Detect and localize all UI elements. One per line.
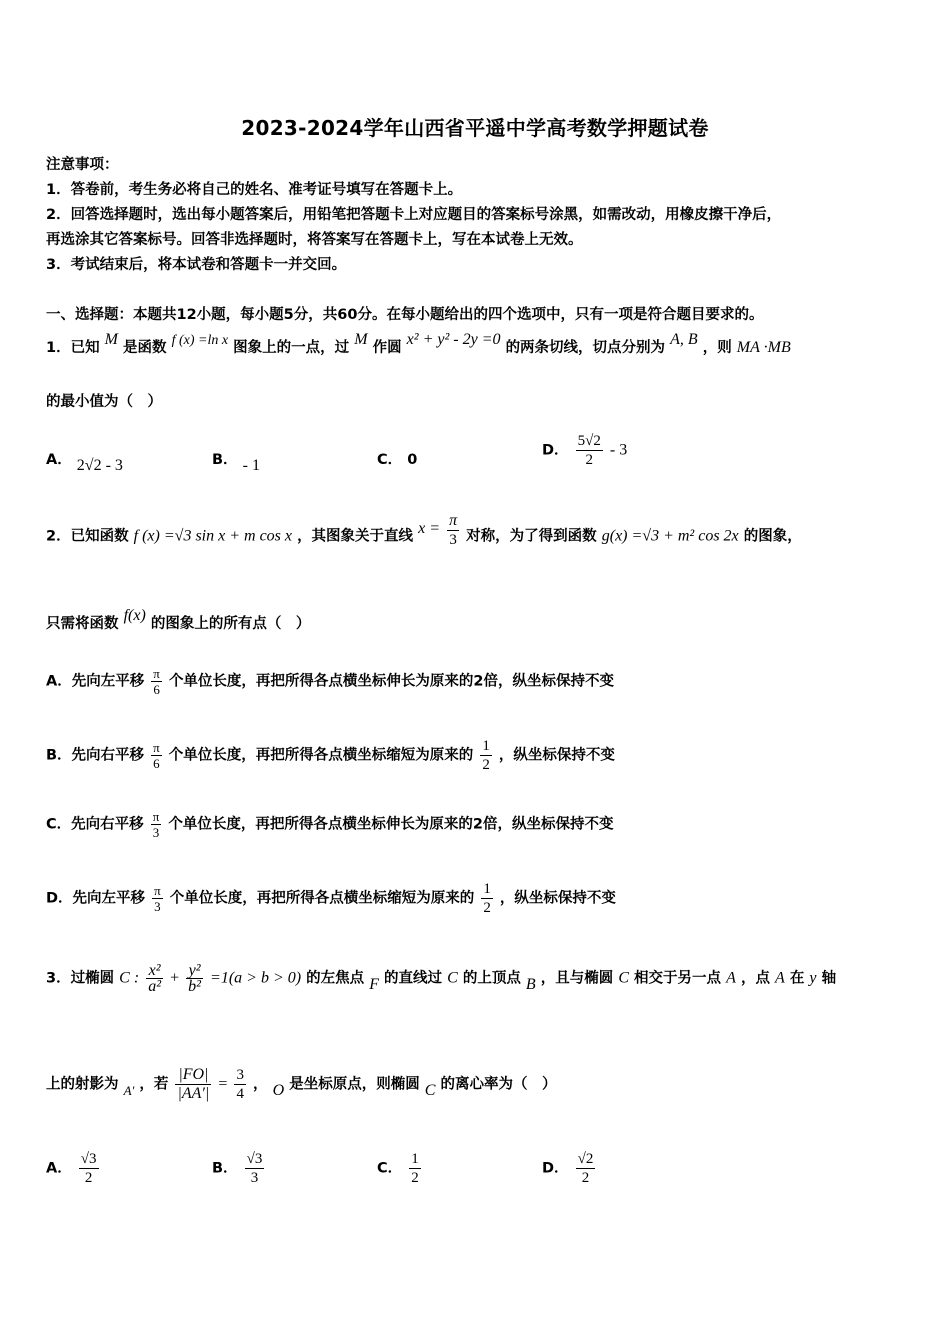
notice-item-2: 2．回答选择题时，选出每小题答案后，用铅笔把答题卡上对应题目的答案标号涂黑，如需改动，用橡皮擦干净后，	[46, 207, 782, 223]
option-label: A．	[46, 452, 72, 468]
q1-text: 是函数	[123, 340, 167, 356]
frac-numerator: √2	[577, 1151, 594, 1167]
q3-option-c	[377, 1150, 423, 1187]
frac-denominator: a²	[148, 978, 162, 995]
q1-math-m: M	[354, 331, 368, 348]
q2-math-x: x =	[418, 519, 441, 537]
question-2-stem-cont	[46, 607, 311, 633]
frac-denominator: 3	[154, 899, 161, 914]
notice-item-3: 3．考试结束后，将本试卷和答题卡一并交回。	[46, 257, 347, 273]
q3-option-b	[212, 1150, 266, 1187]
q3-text: 轴	[821, 970, 837, 987]
option-label: C．	[377, 1160, 403, 1177]
frac-denominator: 2	[84, 1170, 93, 1186]
frac-numerator: π	[449, 512, 458, 529]
q3-text: 是坐标原点，则椭圆	[289, 1076, 420, 1093]
notice-item-2-cont: 再选涂其它答案标号。回答非选择题时，将答案写在答题卡上，写在本试卷上无效。	[46, 232, 583, 248]
q3-math: O	[272, 1081, 285, 1099]
q3-text: ，若	[139, 1076, 169, 1093]
q3-text: ，点	[740, 970, 770, 987]
question-3-stem-cont	[46, 1066, 557, 1103]
frac-numerator: π	[152, 809, 160, 824]
option-label: D．	[542, 1160, 569, 1177]
q3-math: B	[525, 975, 536, 993]
q1-option-b	[212, 448, 260, 474]
option-label: D．先向左平移	[46, 890, 146, 907]
q3-math: A	[775, 969, 785, 987]
q1-option-a	[46, 448, 123, 474]
q1-option-c	[377, 448, 417, 469]
q3-text: 在	[789, 970, 805, 987]
frac-denominator: 6	[153, 682, 160, 697]
frac-denominator: 2	[581, 1170, 590, 1186]
frac-numerator: 5√2	[577, 433, 601, 449]
q3-text: 的离心率为（ ）	[440, 1076, 557, 1093]
option-text: 个单位长度，再把所得各点横坐标缩短为原来的	[169, 890, 475, 907]
q2-math-f: f (x) =√3 sin x + m cos x	[133, 527, 292, 545]
q1-math-ab: A, B	[670, 331, 698, 348]
q3-math: C	[424, 1081, 436, 1099]
q3-text: 的左焦点	[306, 970, 365, 987]
q2-text: 的图象，	[743, 528, 802, 545]
frac-denominator: 2	[482, 757, 490, 773]
frac-numerator: 1	[483, 881, 491, 897]
q2-text: 的图象上的所有点（ ）	[150, 616, 311, 632]
q2-option-a	[46, 666, 614, 697]
frac-numerator: 1	[482, 738, 490, 754]
q3-option-d	[542, 1150, 597, 1187]
q2-math-g: g(x) =√3 + m² cos 2x	[601, 527, 739, 545]
q2-option-b	[46, 737, 615, 774]
frac-denominator: 3	[152, 825, 160, 840]
option-label: B．	[212, 452, 238, 468]
option-label: D．	[542, 442, 569, 459]
frac-denominator: 2	[483, 900, 491, 916]
frac-numerator: 1	[411, 1151, 419, 1167]
q1-math-m: M	[104, 331, 118, 348]
q1-text: 1．已知	[46, 340, 100, 356]
q2-option-d	[46, 880, 616, 917]
option-value: - 1	[242, 457, 260, 474]
option-label: A．先向左平移	[46, 673, 145, 690]
frac-denominator: 4	[236, 1086, 244, 1102]
question-2-stem	[46, 512, 802, 555]
q3-text: 的上顶点	[462, 970, 521, 987]
q3-math: F	[369, 975, 379, 993]
frac-numerator: y²	[186, 963, 203, 979]
notice-heading: 注意事项：	[46, 157, 119, 173]
notice-item-1: 1．答卷前，考生务必将自己的姓名、准考证号填写在答题卡上。	[46, 182, 463, 198]
option-label: B．先向右平移	[46, 747, 145, 764]
q1-text: 的两条切线，切点分别为	[505, 340, 666, 356]
q1-math-f: f (x) =ln x	[171, 333, 229, 348]
option-label: C．	[377, 452, 403, 468]
frac-numerator: π	[153, 740, 160, 755]
q3-math: y	[809, 969, 817, 987]
q3-text: 的直线过	[384, 970, 443, 987]
q2-text: ，其图象关于直线	[297, 528, 414, 545]
q1-option-d	[542, 432, 627, 469]
frac-denominator: 2	[585, 452, 593, 468]
section-heading: 一、选择题：本题共12小题，每小题5分，共60分。在每小题给出的四个选项中，只有一项是符合题目要求的。	[46, 307, 764, 323]
q2-text: 只需将函数	[46, 616, 119, 632]
q3-text: 上的射影为	[46, 1076, 119, 1093]
frac-denominator: 6	[153, 756, 160, 771]
q2-text: 2．已知函数	[46, 528, 129, 545]
page-title: 2023-2024学年山西省平遥中学高考数学押题试卷	[241, 116, 709, 140]
frac-denominator: b²	[188, 978, 201, 995]
frac-denominator: 3	[449, 532, 457, 548]
q3-option-a	[46, 1150, 101, 1187]
question-1-stem-cont: 的最小值为（ ）	[46, 394, 162, 410]
frac-numerator: π	[153, 666, 160, 681]
q3-text: 3．过椭圆	[46, 970, 115, 987]
frac-numerator: |FO|	[175, 1066, 211, 1085]
q3-math: +	[170, 969, 180, 987]
q3-math: =1(a > b > 0)	[210, 969, 302, 987]
frac-numerator: √3	[246, 1151, 263, 1167]
option-label: C．先向右平移	[46, 816, 144, 833]
option-text: 个单位长度，再把所得各点横坐标缩短为原来的	[168, 747, 474, 764]
option-value: 2√2 - 3	[76, 457, 123, 474]
q3-text: ，且与椭圆	[540, 970, 614, 987]
question-1-stem	[46, 331, 791, 357]
option-text: 个单位长度，再把所得各点横坐标伸长为原来的2倍，纵坐标保持不变	[168, 673, 615, 690]
q1-text: ，则	[702, 340, 732, 356]
frac-denominator: |AA′|	[177, 1085, 210, 1102]
q2-text: 对称，为了得到函数	[466, 528, 597, 545]
q3-math: C	[618, 969, 629, 987]
q3-text: 相交于另一点	[634, 970, 722, 987]
q1-math-dot: MA ·MB	[736, 339, 791, 356]
frac-numerator: 3	[236, 1067, 244, 1083]
option-value: 0	[407, 452, 418, 468]
frac-denominator: 2	[411, 1170, 419, 1186]
q3-math: A	[726, 969, 736, 987]
frac-denominator: 3	[250, 1170, 259, 1186]
q2-math-fx: f(x)	[123, 607, 146, 624]
q1-math-circle: x² + y² - 2y =0	[406, 331, 501, 348]
q1-text: 图象上的一点，过	[233, 340, 350, 356]
option-text: ，纵坐标保持不变	[498, 747, 615, 764]
q1-text: 作圆	[372, 340, 402, 356]
option-text: ，纵坐标保持不变	[499, 890, 616, 907]
q3-math: C	[447, 969, 458, 987]
option-label: B．	[212, 1160, 238, 1177]
q3-math: C :	[119, 969, 140, 987]
option-label: A．	[46, 1160, 72, 1177]
q3-math: A′	[123, 1082, 135, 1098]
option-text: 个单位长度，再把所得各点横坐标伸长为原来的2倍，纵坐标保持不变	[168, 816, 614, 833]
option-value: - 3	[609, 441, 628, 459]
q2-option-c	[46, 809, 613, 840]
frac-numerator: π	[154, 883, 161, 898]
frac-numerator: x²	[146, 963, 163, 979]
q3-text: ，	[253, 1076, 268, 1093]
question-3-stem	[46, 963, 836, 994]
frac-numerator: √3	[80, 1151, 97, 1167]
q3-math: =	[218, 1075, 228, 1093]
